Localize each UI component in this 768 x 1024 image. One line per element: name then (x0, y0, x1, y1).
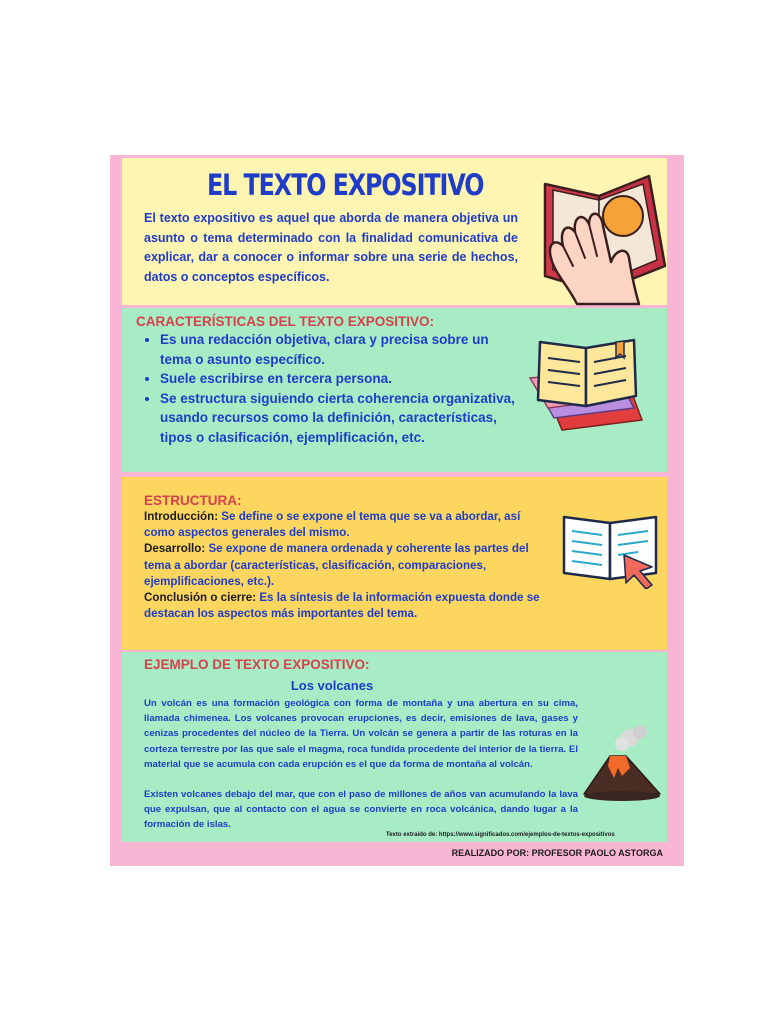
estructura-text (144, 509, 549, 622)
ejemplo-paragraph: Existen volcanes debajo del mar, que con el paso de millones de años van acumulando la lava que expulsan, que al contacto con el agua se convierte en roca volcánica, dando lugar a la formación de islas. (144, 789, 578, 831)
ejemplo-panel (122, 652, 667, 842)
hand-holding-book-icon (537, 166, 667, 306)
open-books-stack-icon (518, 334, 658, 434)
estructura-label: Desarrollo: (144, 542, 206, 556)
caracteristicas-panel (122, 308, 667, 472)
ejemplo-heading: EJEMPLO DE TEXTO EXPOSITIVO: (144, 657, 370, 672)
open-book-cursor-icon (558, 509, 662, 589)
list-item: • Se estructura siguiendo cierta coherencia organizativa, usando recursos como la definición, características, tipos o clasificación, ejemplificación, etc. (160, 389, 520, 448)
intro-text: El texto expositivo es aquel que aborda de manera objetiva un asunto o tema determinado con la finalidad comunicativa de explicar, dar a conocer o informar sobre una serie de hechos, datos o conceptos específicos. (144, 211, 518, 284)
poster (110, 155, 684, 866)
list-item: • Es una redacción objetiva, clara y precisa sobre un tema o asunto específico. (160, 330, 520, 369)
estructura-desc: Se define o se expone el tema que se va a abordar, así como aspectos generales del mismo. (144, 510, 521, 540)
estructura-desc: Se expone de manera ordenada y coherente las partes del tema a abordar (características, clasificación, comparaciones, ejemplificaciones, etc.). (144, 542, 529, 588)
ejemplo-title: Los volcanes (290, 678, 374, 693)
ejemplo-paragraph: Un volcán es una formación geológica con forma de montaña y una abertura en su cima, llamada chimenea. Los volcanes provocan erupciones, es decir, emisiones de lava, gases y cenizas procedentes del núcleo de la Tierra. Un volcán se genera a partir de las roturas en la corteza terrestre por las que sale el magma, roca fundida procedente del interior de la tierra. El material que se acumula con cada erupción es el que da forma de montaña al volcán. (144, 698, 578, 770)
list-item: • Suele escribirse en tercera persona. (160, 369, 520, 389)
estructura-label: Introducción: (144, 510, 219, 523)
caracteristicas-heading: CARACTERÍSTICAS DEL TEXTO EXPOSITIVO: (136, 314, 435, 329)
page-title: EL TEXTO EXPOSITIVO (207, 168, 484, 202)
estructura-desc: Es la síntesis de la información expuesta donde se destacan los aspectos más importantes del tema. (144, 591, 540, 621)
source-citation: Texto extraído de: https://www.significados.com/ejemplos-de-textos-expositivos (386, 832, 615, 838)
estructura-panel (122, 477, 667, 650)
intro-panel (122, 158, 667, 305)
volcano-icon (580, 722, 664, 806)
caracteristicas-list (146, 330, 520, 447)
ejemplo-body (144, 696, 578, 848)
estructura-label: Conclusión o cierre: (144, 591, 257, 605)
author-credit: REALIZADO POR: PROFESOR PAOLO ASTORGA (451, 848, 663, 858)
estructura-heading: ESTRUCTURA: (144, 493, 242, 508)
